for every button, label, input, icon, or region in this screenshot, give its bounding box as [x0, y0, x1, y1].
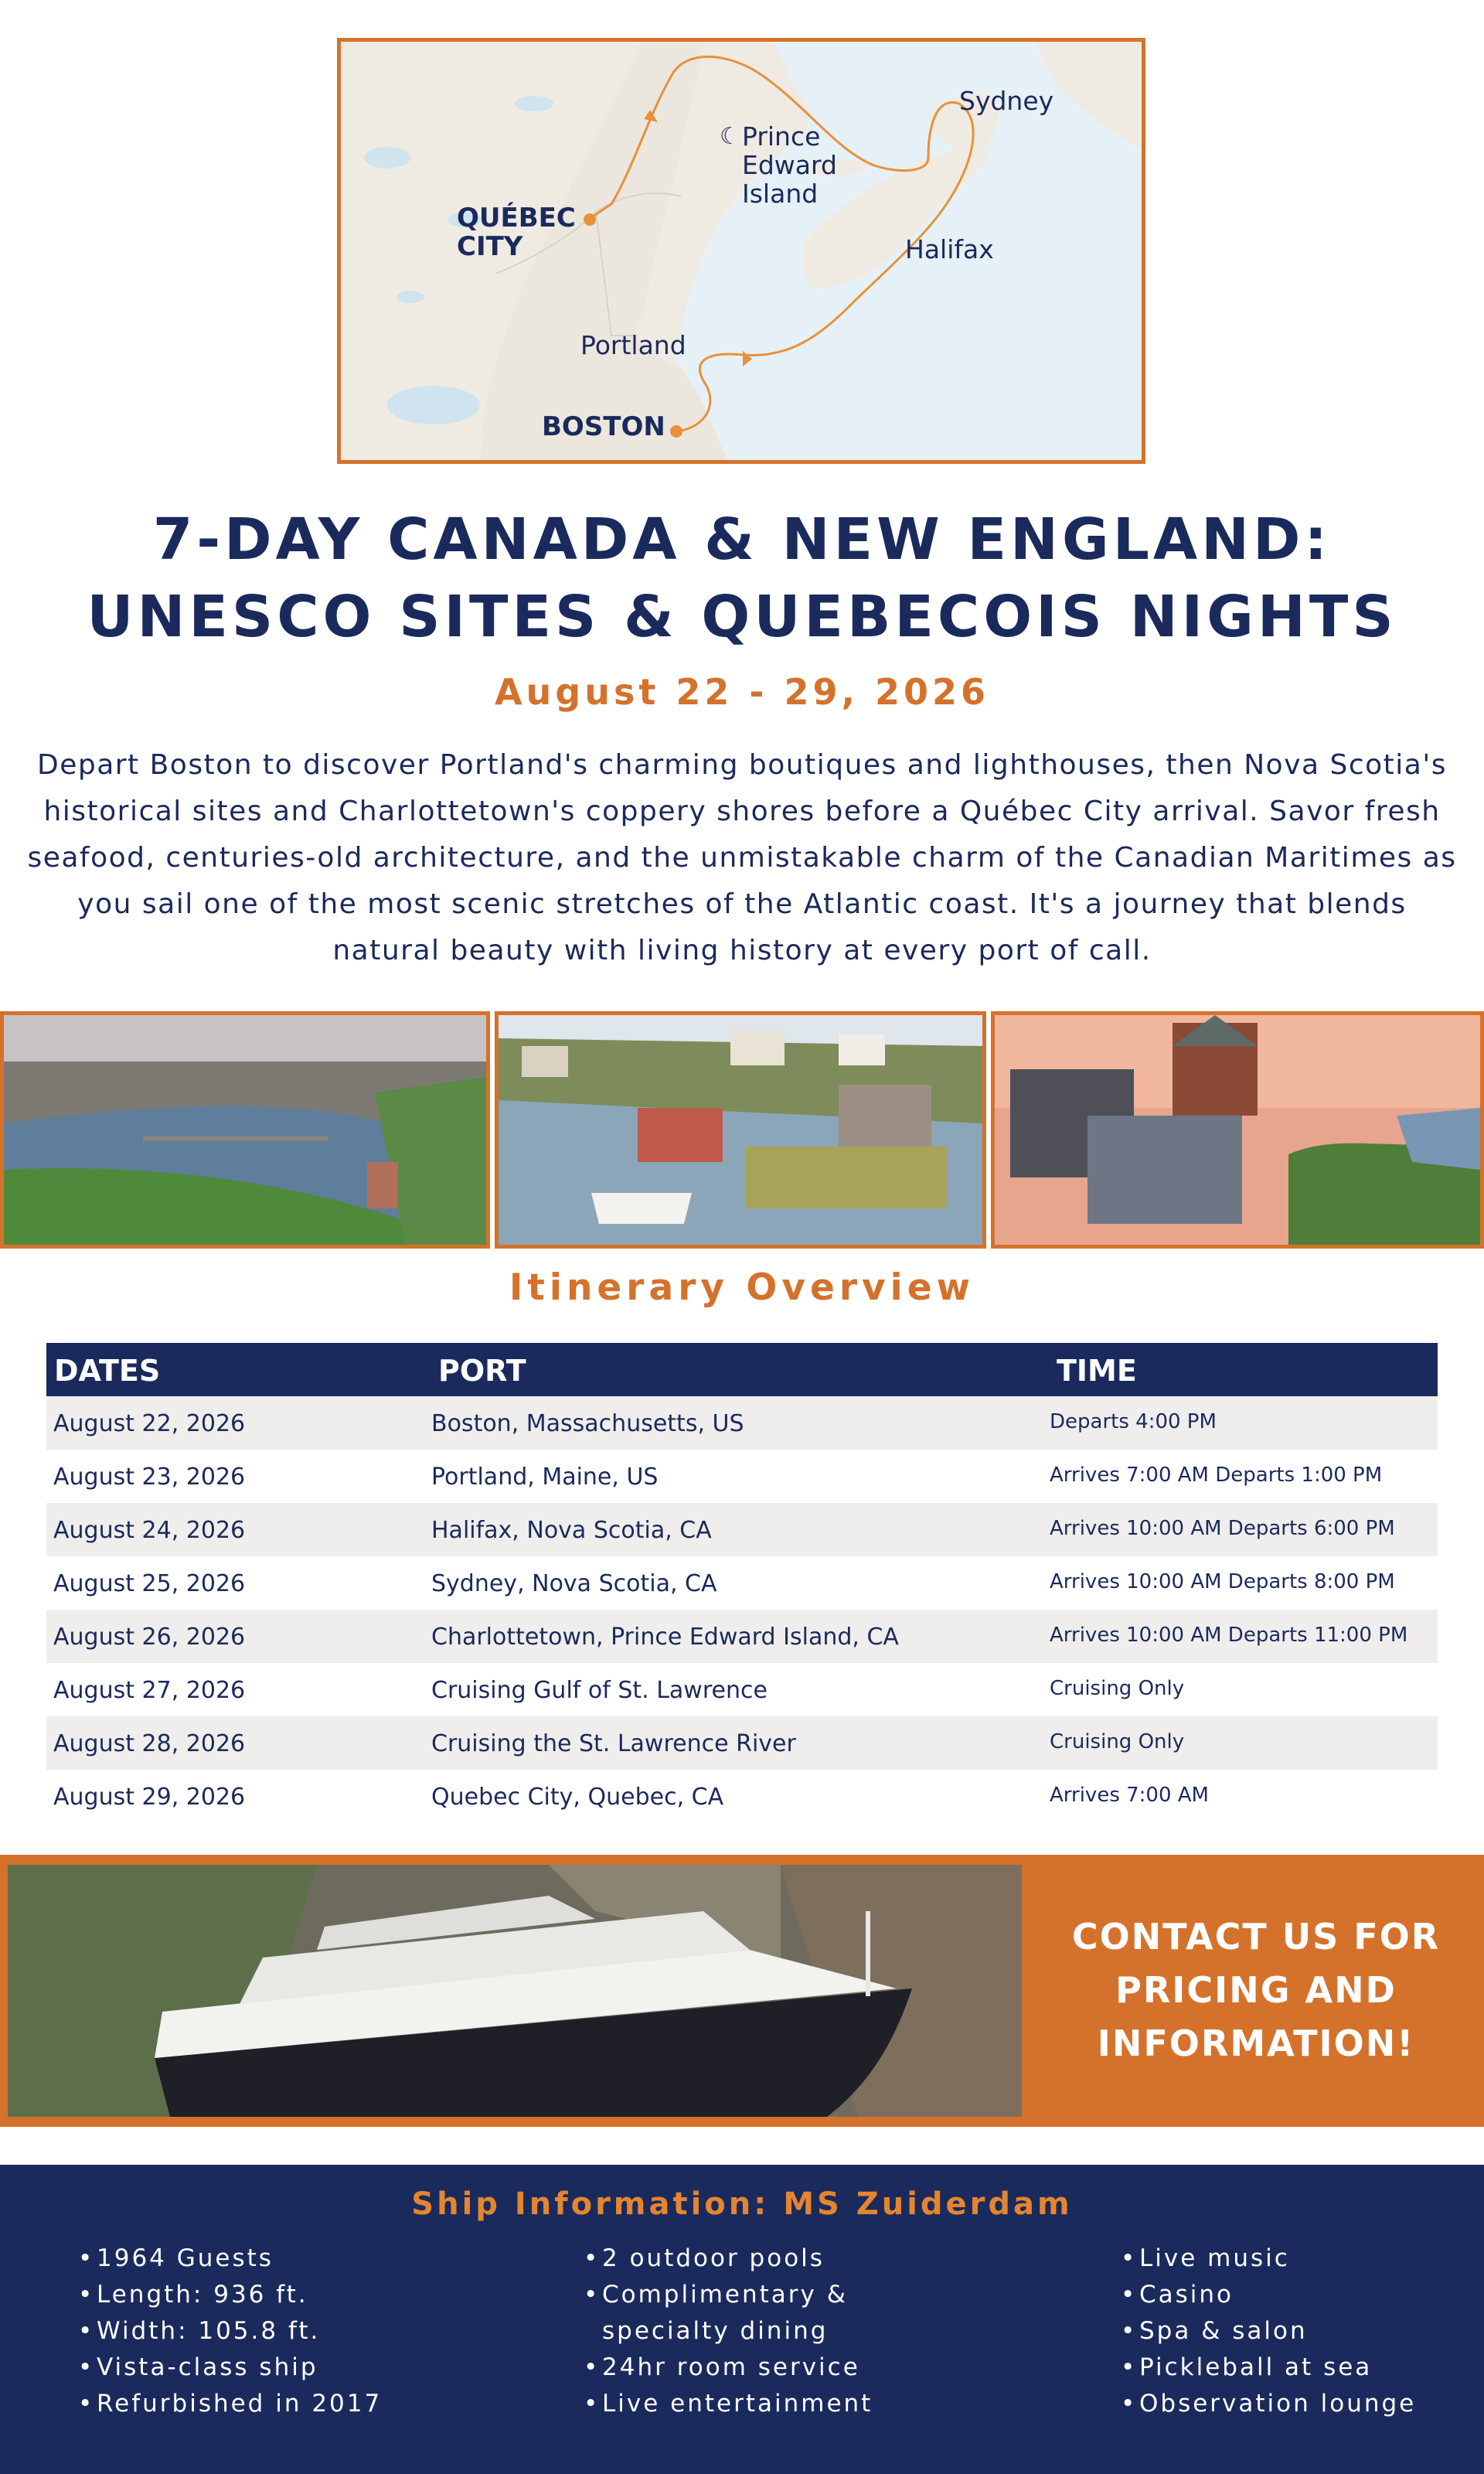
item-text: Length: 936 ft.: [97, 2281, 308, 2309]
list-item: [1121, 2386, 1416, 2422]
table-row: [46, 1610, 1438, 1663]
bullet: •: [584, 2390, 601, 2418]
row-port: Cruising the St. Lawrence River: [431, 1730, 796, 1757]
map-label-quebec-line2: CITY: [457, 231, 523, 262]
contact-line-2: PRICING AND: [1115, 1969, 1397, 2011]
table-row: [46, 1503, 1438, 1556]
item-text: Casino: [1139, 2281, 1234, 2309]
list-item: [1121, 2313, 1416, 2350]
item-text: Observation lounge: [1139, 2390, 1417, 2418]
list-item: [584, 2241, 873, 2277]
row-time: Cruising Only: [1050, 1677, 1185, 1700]
map-label-pei: [742, 122, 837, 208]
bullet: •: [584, 2353, 601, 2381]
bullet: •: [1121, 2317, 1138, 2345]
header-dates: DATES: [54, 1354, 161, 1388]
item-text: 24hr room service: [602, 2353, 860, 2381]
map-label-pei-line2: Edward: [742, 150, 837, 180]
list-item: [78, 2277, 382, 2313]
header-time: TIME: [1057, 1354, 1137, 1388]
contact-line-3: INFORMATION!: [1097, 2022, 1415, 2064]
table-row: [46, 1716, 1438, 1770]
bullet: •: [1121, 2281, 1138, 2309]
list-item: [78, 2313, 382, 2350]
row-port: Cruising Gulf of St. Lawrence: [431, 1677, 768, 1704]
row-port: Quebec City, Quebec, CA: [431, 1784, 724, 1811]
row-time: Arrives 7:00 AM Departs 1:00 PM: [1050, 1464, 1383, 1487]
item-text: Refurbished in 2017: [97, 2390, 383, 2418]
bullet: •: [584, 2244, 601, 2272]
bullet: •: [1121, 2353, 1138, 2381]
row-date: August 26, 2026: [53, 1624, 246, 1651]
row-date: August 28, 2026: [53, 1730, 246, 1757]
row-port: Sydney, Nova Scotia, CA: [431, 1570, 717, 1597]
header-port: PORT: [438, 1354, 526, 1388]
row-time: Arrives 7:00 AM: [1050, 1784, 1209, 1807]
map-label-pei-line3: Island: [742, 179, 819, 209]
row-time: Arrives 10:00 AM Departs 8:00 PM: [1050, 1570, 1395, 1593]
row-port: Portland, Maine, US: [431, 1464, 659, 1491]
ship-amenities-list: [584, 2241, 873, 2422]
trip-dates: August 22 - 29, 2026: [494, 671, 990, 713]
contact-line-1: CONTACT US FOR: [1071, 1916, 1441, 1958]
table-header: [46, 1343, 1438, 1396]
row-time: Cruising Only: [1050, 1730, 1185, 1753]
table-row: [46, 1770, 1438, 1823]
map-label-portland: Portland: [580, 330, 686, 360]
bullet: •: [1121, 2244, 1138, 2272]
item-text: Spa & salon: [1139, 2317, 1308, 2345]
ship-info-title: Ship Information: MS Zuiderdam: [411, 2186, 1073, 2222]
title-line-1: 7-DAY CANADA & NEW ENGLAND:: [152, 506, 1332, 573]
map-label-halifax: Halifax: [905, 234, 994, 264]
row-port: Boston, Massachusetts, US: [431, 1410, 744, 1437]
bullet: •: [584, 2281, 601, 2309]
map-label-sydney: Sydney: [959, 86, 1054, 116]
harbor-photo: [495, 1011, 986, 1249]
list-item: [1121, 2350, 1416, 2386]
row-date: August 29, 2026: [53, 1784, 246, 1811]
item-text: specialty dining: [602, 2317, 829, 2345]
map-label-quebec-line1: QUÉBEC: [457, 203, 576, 233]
item-text: Live entertainment: [602, 2390, 873, 2418]
itinerary-table: [46, 1343, 1438, 1823]
item-text: 2 outdoor pools: [602, 2244, 825, 2272]
list-item: [78, 2241, 382, 2277]
item-text: Width: 105.8 ft.: [97, 2317, 321, 2345]
itinerary-title: Itinerary Overview: [509, 1266, 975, 1309]
list-item: [1121, 2277, 1416, 2313]
page-title: [0, 501, 1484, 656]
table-row: [46, 1663, 1438, 1716]
row-port: Halifax, Nova Scotia, CA: [431, 1517, 712, 1544]
list-item: [78, 2350, 382, 2386]
list-item: [78, 2386, 382, 2422]
row-date: August 24, 2026: [53, 1517, 246, 1544]
quebec-photo: [991, 1011, 1484, 1249]
map-label-pei-line1: Prince: [742, 121, 821, 152]
bullet: •: [78, 2353, 95, 2381]
list-item: [584, 2350, 873, 2386]
trip-description: Depart Boston to discover Portland's charming boutiques and lighthouses, then Nova Scotia's historical sites and Charlottetown's coppery shores before a Québec City arrival. Savor fresh seafood, centuries-old architecture, and the unmistakable charm of the Canadian Maritimes as you sail one of the most scenic stretches of the Atlantic coast. It's a journey that blends natural beauty with living history at every port of call.: [27, 749, 1457, 966]
route-map: [337, 38, 1145, 464]
row-time: Arrives 10:00 AM Departs 11:00 PM: [1050, 1624, 1408, 1647]
row-date: August 22, 2026: [53, 1410, 246, 1437]
item-text: 1964 Guests: [97, 2244, 274, 2272]
item-text: Pickleball at sea: [1139, 2353, 1373, 2381]
ship-info-section: [0, 2165, 1484, 2474]
bullet: •: [78, 2244, 95, 2272]
list-item: [584, 2386, 873, 2422]
list-item-continued: [584, 2313, 873, 2350]
list-item: [1121, 2241, 1416, 2277]
bullet: •: [1121, 2390, 1138, 2418]
crescent-moon-icon: ☾: [720, 123, 740, 150]
row-date: August 23, 2026: [53, 1464, 246, 1491]
item-text: Live music: [1139, 2244, 1290, 2272]
list-item: [584, 2277, 873, 2313]
bullet: •: [78, 2281, 95, 2309]
bullet: •: [78, 2317, 95, 2345]
ship-activities-list: [1121, 2241, 1416, 2422]
ship-facts-list: [78, 2241, 382, 2422]
table-row: [46, 1556, 1438, 1610]
item-text: Vista-class ship: [97, 2353, 318, 2381]
map-label-quebec: [457, 204, 576, 261]
boston-photo: [0, 1011, 490, 1249]
bullet: •: [78, 2390, 95, 2418]
row-date: August 27, 2026: [53, 1677, 246, 1704]
row-time: Arrives 10:00 AM Departs 6:00 PM: [1050, 1517, 1395, 1540]
map-label-boston: BOSTON: [542, 411, 665, 442]
title-line-2: UNESCO SITES & QUEBECOIS NIGHTS: [87, 584, 1397, 650]
row-time: Departs 4:00 PM: [1050, 1410, 1217, 1433]
row-port: Charlottetown, Prince Edward Island, CA: [431, 1624, 899, 1651]
table-row: [46, 1450, 1438, 1503]
contact-cta: [1036, 1910, 1476, 2070]
item-text: Complimentary &: [602, 2281, 848, 2309]
contact-banner: [0, 1855, 1484, 2127]
table-row: [46, 1396, 1438, 1450]
ship-photo: [8, 1865, 1022, 2117]
row-date: August 25, 2026: [53, 1570, 246, 1597]
